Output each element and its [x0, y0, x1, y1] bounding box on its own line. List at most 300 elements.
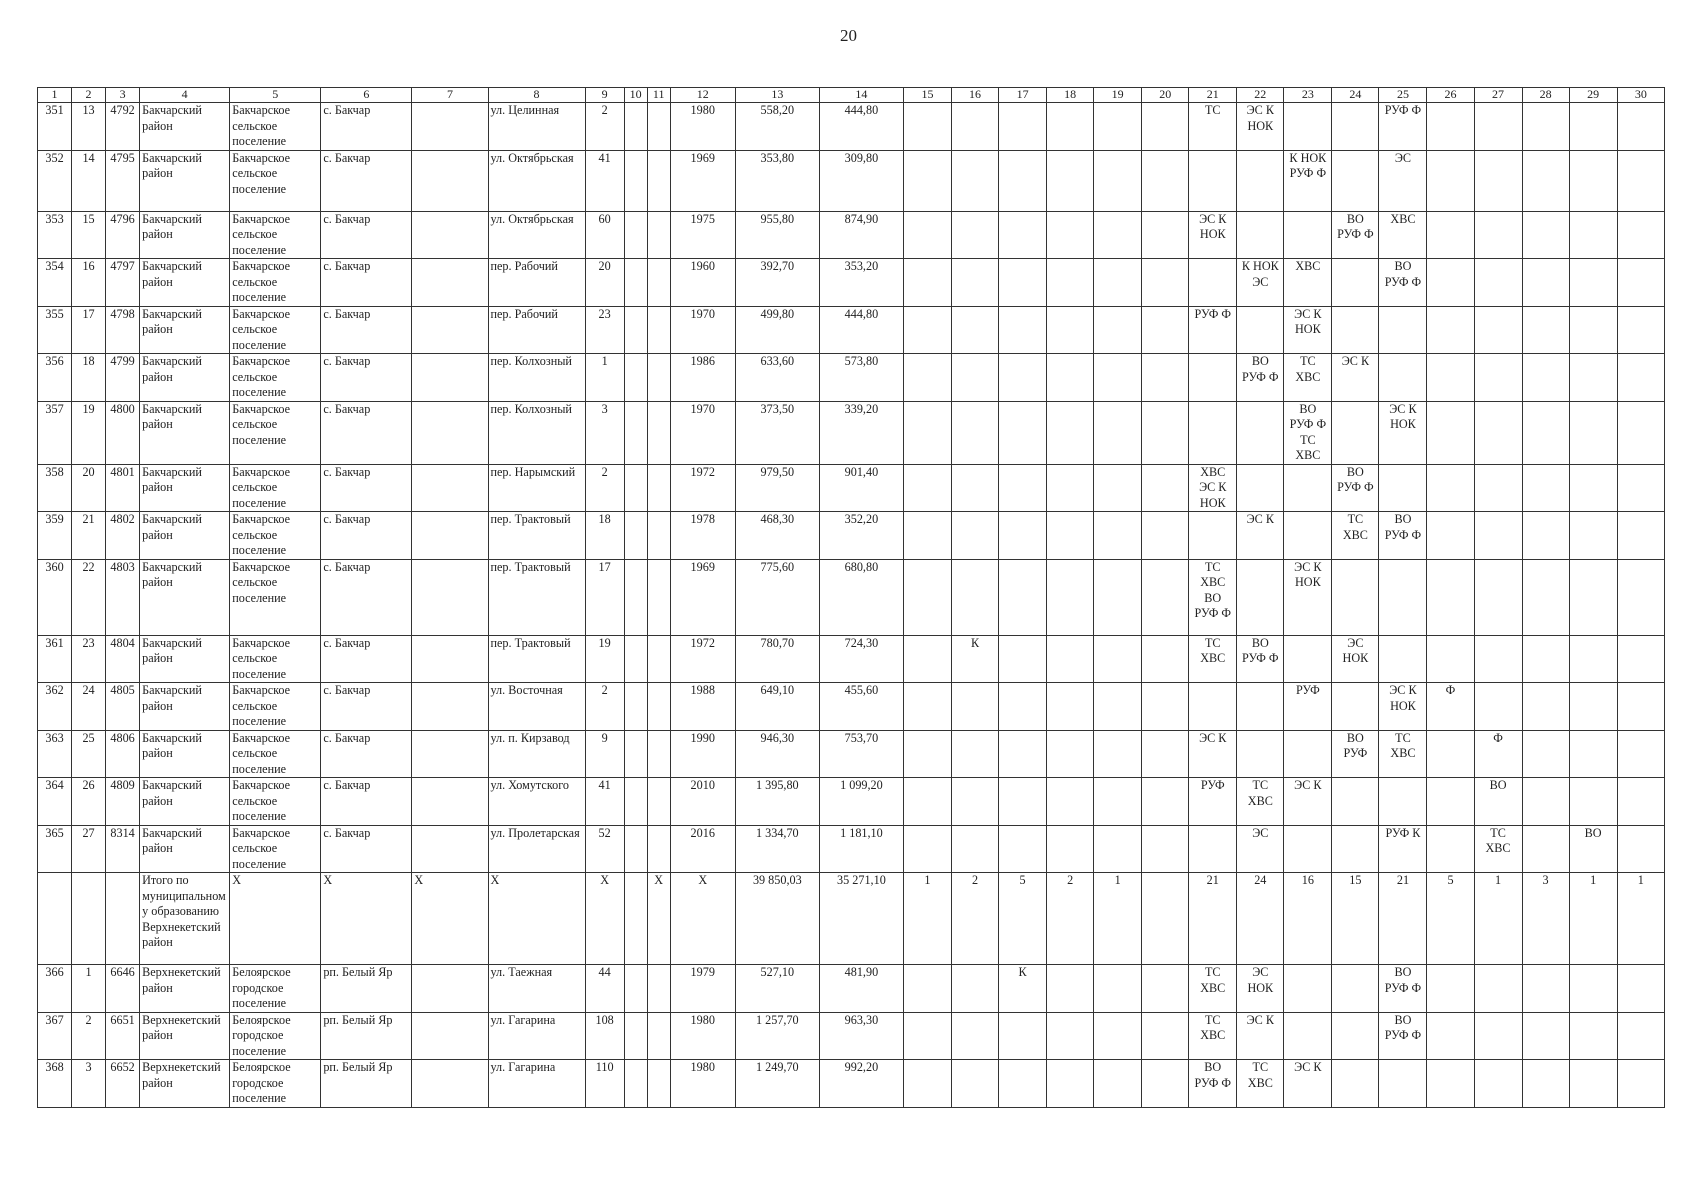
table-cell: 4792	[106, 103, 140, 151]
table-cell: ул. Таежная	[488, 965, 585, 1013]
table-cell	[412, 730, 488, 778]
table-cell: 979,50	[735, 464, 819, 512]
table-cell: 25	[72, 730, 106, 778]
table-cell: 455,60	[819, 683, 903, 731]
table-cell	[1047, 635, 1094, 683]
table-cell	[647, 1060, 670, 1108]
table-cell	[903, 306, 951, 354]
table-cell: ул. Пролетарская	[488, 825, 585, 873]
table-cell: 874,90	[819, 211, 903, 259]
table-cell: с. Бакчар	[321, 730, 412, 778]
table-cell: 39 850,03	[735, 873, 819, 965]
table-cell: Белоярское городское поселение	[230, 1012, 321, 1060]
table-cell	[1094, 559, 1142, 635]
table-cell: ТС ХВС	[1332, 512, 1379, 560]
table-cell	[624, 873, 647, 965]
table-cell	[1142, 873, 1189, 965]
table-cell	[999, 401, 1047, 464]
table-cell: Бакчарское сельское поселение	[230, 211, 321, 259]
table-cell	[952, 730, 999, 778]
table-cell	[1474, 259, 1522, 307]
table-cell	[999, 464, 1047, 512]
table-cell: 1980	[670, 1060, 735, 1108]
table-cell: 35 271,10	[819, 873, 903, 965]
table-row	[38, 559, 1665, 635]
table-cell: Бакчарское сельское поселение	[230, 778, 321, 826]
table-cell	[1522, 103, 1569, 151]
table-cell	[999, 825, 1047, 873]
table-cell	[1617, 259, 1664, 307]
table-cell: Бакчарское сельское поселение	[230, 683, 321, 731]
table-cell	[1047, 259, 1094, 307]
table-cell	[903, 211, 951, 259]
table-cell: 24	[72, 683, 106, 731]
table-cell	[1569, 730, 1617, 778]
table-cell: 366	[38, 965, 72, 1013]
table-row	[38, 778, 1665, 826]
table-cell	[1569, 211, 1617, 259]
table-cell: Бакчарское сельское поселение	[230, 401, 321, 464]
table-cell	[903, 825, 951, 873]
table-cell	[647, 1012, 670, 1060]
table-row	[38, 401, 1665, 464]
table-cell	[1189, 401, 1237, 464]
table-cell: 2016	[670, 825, 735, 873]
table-cell: ул. Гагарина	[488, 1012, 585, 1060]
table-cell	[1094, 401, 1142, 464]
table-cell	[1142, 965, 1189, 1013]
table-cell: ЭС	[1237, 825, 1284, 873]
table-cell: 1969	[670, 150, 735, 211]
table-cell: 4804	[106, 635, 140, 683]
table-row	[38, 464, 1665, 512]
column-number-header: 28	[1522, 88, 1569, 103]
table-cell: ТС	[1189, 103, 1237, 151]
table-cell	[903, 401, 951, 464]
table-cell: ЭС НОК	[1332, 635, 1379, 683]
table-cell	[1474, 103, 1522, 151]
table-cell	[1569, 464, 1617, 512]
table-cell	[1379, 778, 1427, 826]
table-cell: 13	[72, 103, 106, 151]
table-cell: Бакчарское сельское поселение	[230, 730, 321, 778]
table-cell	[1094, 306, 1142, 354]
table-cell: 27	[72, 825, 106, 873]
table-cell: 499,80	[735, 306, 819, 354]
column-number-header: 15	[903, 88, 951, 103]
table-cell: ВО РУФ Ф	[1237, 635, 1284, 683]
table-cell: 362	[38, 683, 72, 731]
table-cell: 4805	[106, 683, 140, 731]
table-cell	[1427, 635, 1474, 683]
table-cell	[1142, 778, 1189, 826]
table-cell	[1617, 635, 1664, 683]
table-cell	[1047, 306, 1094, 354]
table-cell	[1427, 354, 1474, 402]
table-cell	[1522, 965, 1569, 1013]
table-cell: 108	[585, 1012, 624, 1060]
table-cell	[1569, 512, 1617, 560]
table-cell: 16	[1284, 873, 1332, 965]
table-cell: 9	[585, 730, 624, 778]
table-cell: ЭС К НОК	[1379, 401, 1427, 464]
table-cell	[952, 1012, 999, 1060]
table-cell	[999, 635, 1047, 683]
table-cell	[1094, 730, 1142, 778]
table-cell	[624, 464, 647, 512]
table-cell	[1047, 103, 1094, 151]
column-number-header: 20	[1142, 88, 1189, 103]
table-cell: 1975	[670, 211, 735, 259]
table-cell: 21	[72, 512, 106, 560]
table-cell	[412, 354, 488, 402]
table-cell: 1960	[670, 259, 735, 307]
table-cell: 353,80	[735, 150, 819, 211]
table-cell: 1 249,70	[735, 1060, 819, 1108]
table-cell: 15	[1332, 873, 1379, 965]
table-cell: Х	[585, 873, 624, 965]
table-cell: Бакчарский район	[140, 635, 230, 683]
table-cell	[1094, 778, 1142, 826]
table-cell: 4799	[106, 354, 140, 402]
table-cell: 309,80	[819, 150, 903, 211]
table-cell	[1189, 150, 1237, 211]
table-cell	[412, 1060, 488, 1108]
table-cell: Бакчарский район	[140, 150, 230, 211]
table-cell	[1569, 306, 1617, 354]
table-cell	[952, 778, 999, 826]
table-cell	[1522, 211, 1569, 259]
table-cell	[412, 635, 488, 683]
table-cell: 3	[1522, 873, 1569, 965]
table-cell	[952, 464, 999, 512]
table-cell: РУФ К	[1379, 825, 1427, 873]
table-cell: 4800	[106, 401, 140, 464]
table-cell	[1427, 259, 1474, 307]
table-cell: 357	[38, 401, 72, 464]
table-cell: РУФ	[1284, 683, 1332, 731]
table-cell: 1	[1094, 873, 1142, 965]
table-cell	[903, 1012, 951, 1060]
table-cell	[647, 825, 670, 873]
table-cell: 1969	[670, 559, 735, 635]
table-row	[38, 825, 1665, 873]
table-cell	[647, 259, 670, 307]
table-cell: К	[952, 635, 999, 683]
table-cell: 1 395,80	[735, 778, 819, 826]
table-cell: ХВС	[1284, 259, 1332, 307]
table-cell: РУФ	[1189, 778, 1237, 826]
table-cell	[1237, 559, 1284, 635]
table-cell: Х	[412, 873, 488, 965]
table-cell	[1427, 965, 1474, 1013]
table-row	[38, 965, 1665, 1013]
table-cell: ВО РУФ Ф	[1237, 354, 1284, 402]
table-cell	[1379, 1060, 1427, 1108]
table-cell	[952, 259, 999, 307]
table-cell: 392,70	[735, 259, 819, 307]
column-number-row	[38, 88, 1665, 103]
table-cell: ЭС К	[1237, 1012, 1284, 1060]
table-cell: 4803	[106, 559, 140, 635]
table-cell: 21	[1189, 873, 1237, 965]
table-cell: ТС ХВС	[1189, 965, 1237, 1013]
table-cell	[1047, 1012, 1094, 1060]
table-cell	[952, 150, 999, 211]
table-cell: ВО РУФ Ф	[1379, 512, 1427, 560]
table-cell: ВО РУФ Ф	[1379, 1012, 1427, 1060]
table-cell	[1617, 512, 1664, 560]
table-cell	[412, 825, 488, 873]
table-cell	[1522, 1060, 1569, 1108]
table-cell: 44	[585, 965, 624, 1013]
table-cell: пер. Трактовый	[488, 559, 585, 635]
table-cell: Бакчарский район	[140, 778, 230, 826]
table-cell	[1427, 211, 1474, 259]
table-cell	[624, 559, 647, 635]
table-cell	[1427, 730, 1474, 778]
table-cell	[412, 683, 488, 731]
table-cell: ВО	[1474, 778, 1522, 826]
table-cell: ВО РУФ Ф ТС ХВС	[1284, 401, 1332, 464]
table-cell	[1522, 150, 1569, 211]
table-cell	[903, 103, 951, 151]
table-cell	[1284, 211, 1332, 259]
table-cell: ТС ХВС	[1379, 730, 1427, 778]
table-cell: 780,70	[735, 635, 819, 683]
table-cell: ЭС К НОК	[1189, 211, 1237, 259]
column-number-header: 7	[412, 88, 488, 103]
table-cell: 724,30	[819, 635, 903, 683]
table-cell	[1617, 306, 1664, 354]
table-cell: 41	[585, 778, 624, 826]
table-cell: 1 181,10	[819, 825, 903, 873]
table-cell: 18	[72, 354, 106, 402]
table-cell: пер. Нарымский	[488, 464, 585, 512]
table-cell: К НОК ЭС	[1237, 259, 1284, 307]
table-cell	[1569, 150, 1617, 211]
table-cell: 352	[38, 150, 72, 211]
table-cell	[1522, 401, 1569, 464]
table-cell	[1094, 103, 1142, 151]
table-cell	[1522, 306, 1569, 354]
table-cell	[1569, 778, 1617, 826]
table-cell	[1094, 1060, 1142, 1108]
table-cell: 26	[72, 778, 106, 826]
table-row	[38, 873, 1665, 965]
table-row	[38, 211, 1665, 259]
table-cell: 4797	[106, 259, 140, 307]
table-cell: Бакчарское сельское поселение	[230, 103, 321, 151]
table-cell: К НОК РУФ Ф	[1284, 150, 1332, 211]
table-cell	[624, 354, 647, 402]
table-cell: 110	[585, 1060, 624, 1108]
table-cell: 955,80	[735, 211, 819, 259]
table-cell: с. Бакчар	[321, 306, 412, 354]
table-cell	[1617, 1060, 1664, 1108]
table-cell: 527,10	[735, 965, 819, 1013]
table-cell	[952, 103, 999, 151]
table-row	[38, 259, 1665, 307]
table-cell	[1332, 259, 1379, 307]
table-cell: Бакчарское сельское поселение	[230, 150, 321, 211]
table-cell	[1427, 825, 1474, 873]
table-cell	[903, 150, 951, 211]
table-cell: 1986	[670, 354, 735, 402]
table-cell	[1474, 559, 1522, 635]
table-cell	[1142, 1060, 1189, 1108]
table-cell: 481,90	[819, 965, 903, 1013]
table-cell	[38, 873, 72, 965]
table-cell: 753,70	[819, 730, 903, 778]
table-cell	[1427, 559, 1474, 635]
table-cell	[624, 683, 647, 731]
table-cell: ВО РУФ Ф	[1379, 965, 1427, 1013]
table-cell	[1142, 103, 1189, 151]
table-cell	[72, 873, 106, 965]
table-cell: 14	[72, 150, 106, 211]
table-cell: 963,30	[819, 1012, 903, 1060]
table-cell	[1237, 464, 1284, 512]
column-number-header: 2	[72, 88, 106, 103]
table-cell	[1427, 103, 1474, 151]
table-cell	[1474, 306, 1522, 354]
table-cell	[1332, 825, 1379, 873]
table-cell	[1237, 683, 1284, 731]
table-cell: 680,80	[819, 559, 903, 635]
table-cell	[1284, 965, 1332, 1013]
table-cell	[412, 401, 488, 464]
table-cell	[1522, 559, 1569, 635]
table-cell: ВО РУФ Ф	[1189, 1060, 1237, 1108]
table-cell: 353,20	[819, 259, 903, 307]
table-cell: Бакчарский район	[140, 730, 230, 778]
table-cell: 4796	[106, 211, 140, 259]
table-cell: Бакчарский район	[140, 103, 230, 151]
table-cell	[1474, 354, 1522, 402]
table-cell: Х	[321, 873, 412, 965]
table-cell: 2	[952, 873, 999, 965]
table-cell: 775,60	[735, 559, 819, 635]
table-cell	[999, 259, 1047, 307]
table-cell: 2	[585, 683, 624, 731]
table-cell: ЭС К	[1237, 512, 1284, 560]
table-cell: ЭС К НОК	[1284, 559, 1332, 635]
table-cell: 1970	[670, 306, 735, 354]
table-cell: ТС ХВС	[1284, 354, 1332, 402]
table-cell	[1142, 512, 1189, 560]
table-cell	[1427, 778, 1474, 826]
table-row	[38, 150, 1665, 211]
table-cell: 6646	[106, 965, 140, 1013]
table-cell	[952, 401, 999, 464]
table-cell: рп. Белый Яр	[321, 1060, 412, 1108]
table-cell: ХВС ЭС К НОК	[1189, 464, 1237, 512]
table-cell: 19	[72, 401, 106, 464]
table-cell: Х	[230, 873, 321, 965]
table-cell: с. Бакчар	[321, 825, 412, 873]
table-cell	[647, 965, 670, 1013]
table-cell: Бакчарский район	[140, 259, 230, 307]
table-cell: 24	[1237, 873, 1284, 965]
table-cell: 23	[72, 635, 106, 683]
table-cell	[624, 306, 647, 354]
table-cell	[1094, 354, 1142, 402]
table-cell: К	[999, 965, 1047, 1013]
table-cell	[1142, 635, 1189, 683]
table-cell	[1569, 559, 1617, 635]
table-cell	[1522, 354, 1569, 402]
table-cell	[1142, 1012, 1189, 1060]
table-cell: 355	[38, 306, 72, 354]
table-cell	[1332, 103, 1379, 151]
column-number-header: 27	[1474, 88, 1522, 103]
table-cell: с. Бакчар	[321, 778, 412, 826]
table-cell: пер. Рабочий	[488, 306, 585, 354]
table-cell: 6652	[106, 1060, 140, 1108]
column-number-header: 18	[1047, 88, 1094, 103]
table-cell: Бакчарский район	[140, 683, 230, 731]
table-cell: пер. Колхозный	[488, 354, 585, 402]
table-cell: 17	[72, 306, 106, 354]
table-cell	[1379, 306, 1427, 354]
table-cell	[1617, 354, 1664, 402]
table-cell	[952, 825, 999, 873]
table-cell	[624, 259, 647, 307]
table-cell	[1237, 730, 1284, 778]
column-number-header: 9	[585, 88, 624, 103]
table-cell	[1094, 464, 1142, 512]
table-cell: 5	[1427, 873, 1474, 965]
table-cell	[1617, 464, 1664, 512]
table-cell	[1332, 306, 1379, 354]
table-cell: Х	[647, 873, 670, 965]
table-cell	[1617, 1012, 1664, 1060]
table-cell	[903, 730, 951, 778]
table-cell	[903, 559, 951, 635]
table-cell	[412, 1012, 488, 1060]
table-cell	[624, 825, 647, 873]
table-row	[38, 730, 1665, 778]
column-number-header: 6	[321, 88, 412, 103]
table-cell	[1047, 512, 1094, 560]
table-cell: с. Бакчар	[321, 635, 412, 683]
table-cell	[1522, 825, 1569, 873]
table-cell	[1189, 354, 1237, 402]
table-cell	[1569, 354, 1617, 402]
table-cell	[1522, 778, 1569, 826]
table-cell: 633,60	[735, 354, 819, 402]
table-cell	[999, 150, 1047, 211]
table-cell	[412, 306, 488, 354]
table-cell	[1094, 150, 1142, 211]
table-cell: Бакчарское сельское поселение	[230, 259, 321, 307]
table-cell	[1047, 211, 1094, 259]
column-number-header: 23	[1284, 88, 1332, 103]
table-cell	[1569, 635, 1617, 683]
table-cell	[1569, 965, 1617, 1013]
table-cell: 1	[1617, 873, 1664, 965]
table-cell: с. Бакчар	[321, 211, 412, 259]
table-cell	[1047, 354, 1094, 402]
table-cell: ХВС	[1379, 211, 1427, 259]
table-cell: 946,30	[735, 730, 819, 778]
table-cell	[412, 512, 488, 560]
column-number-header: 19	[1094, 88, 1142, 103]
table-cell	[1047, 401, 1094, 464]
table-cell	[1474, 1060, 1522, 1108]
column-number-header: 26	[1427, 88, 1474, 103]
